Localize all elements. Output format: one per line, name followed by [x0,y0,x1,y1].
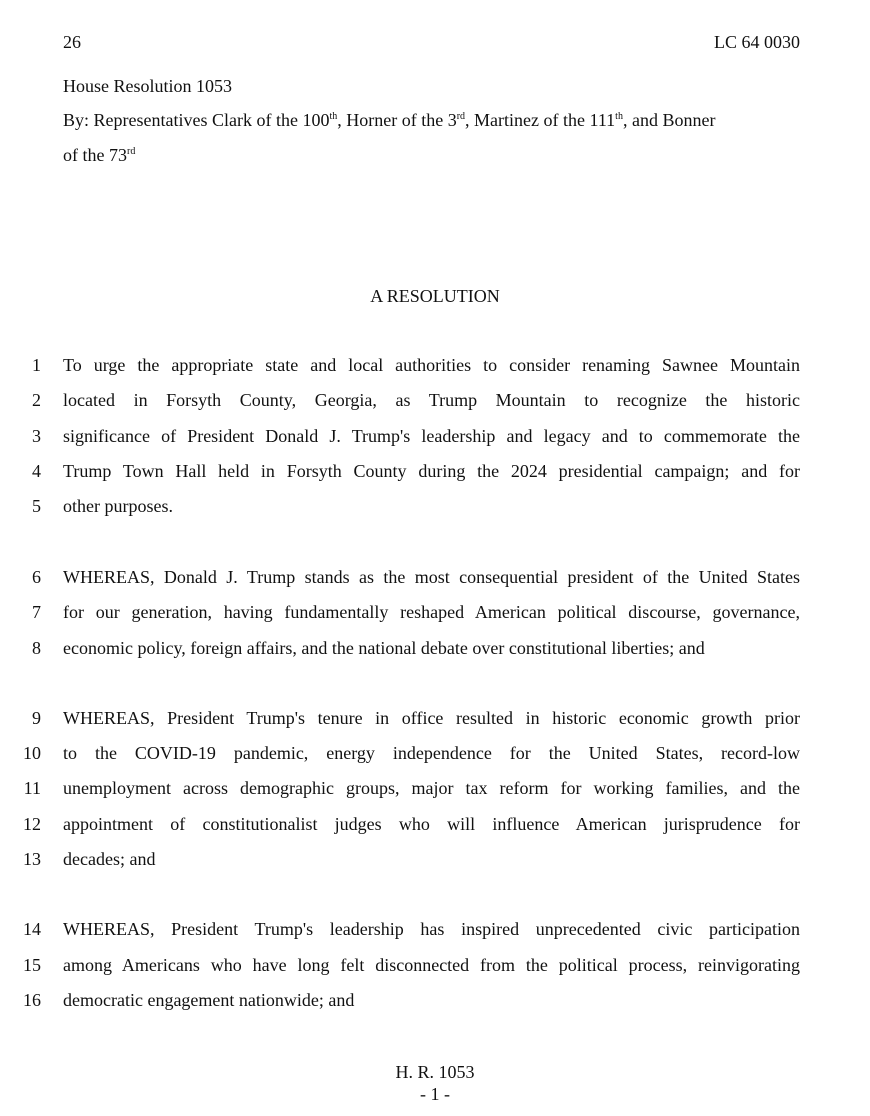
document-line [0,955,870,979]
line-number: 3 [32,426,41,446]
line-text: other purposes. [63,496,173,516]
document-line [0,355,870,379]
sponsors-line-2 [63,145,135,166]
line-text: WHEREAS, President Trump's leadership has inspired unprecedented civic participation [63,919,800,939]
document-line [0,602,870,626]
line-number: 15 [23,955,41,975]
sponsors-line-1 [63,110,715,131]
line-text: Trump Town Hall held in Forsyth County during the 2024 presidential campaign; and for [63,461,800,481]
resolution-heading: A RESOLUTION [370,286,500,306]
line-number: 2 [32,390,41,410]
footer-page-number: - 1 - [420,1084,450,1104]
ordinal-suffix: th [615,111,623,122]
document-line [0,814,870,838]
sponsor-text: , Horner of the 3 [337,110,457,130]
document-line [0,743,870,767]
resolution-title: House Resolution 1053 [63,76,232,96]
line-number: 16 [23,990,41,1010]
line-text: To urge the appropriate state and local authorities to consider renaming Sawnee Mountain [63,355,800,375]
line-text: appointment of constitutionalist judges who will influence American jurisprudence for [63,814,800,834]
sponsor-text: , Martinez of the 111 [465,110,616,130]
document-line [0,390,870,414]
line-text: WHEREAS, Donald J. Trump stands as the most consequential president of the United States [63,567,800,587]
document-line [0,919,870,943]
document-line [0,708,870,732]
line-text: to the COVID-19 pandemic, energy independence for the United States, record-low [63,743,800,763]
line-text: economic policy, foreign affairs, and the national debate over constitutional liberties; and [63,638,705,658]
line-text: WHEREAS, President Trump's tenure in office resulted in historic economic growth prior [63,708,800,728]
line-number: 12 [23,814,41,834]
line-number: 7 [32,602,41,622]
sponsor-text: of the 73 [63,145,127,165]
ordinal-suffix: rd [456,111,466,122]
line-text: among Americans who have long felt disconnected from the political process, reinvigorating [63,955,800,975]
document-line [0,849,870,873]
line-number: 6 [32,567,41,587]
document-line [0,778,870,802]
document-line [0,638,870,662]
line-number: 13 [23,849,41,869]
line-text: significance of President Donald J. Trump's leadership and legacy and to commemorate the [63,426,800,446]
ordinal-suffix: th [329,111,338,122]
document-line [0,426,870,450]
document-line [0,990,870,1014]
line-number: 11 [23,778,41,798]
lc-code: LC 64 0030 [713,32,800,52]
line-number: 14 [23,919,41,939]
line-number: 5 [32,496,41,516]
ordinal-suffix: rd [126,146,136,157]
line-number: 8 [32,638,41,658]
line-text: democratic engagement nationwide; and [63,990,355,1010]
sponsor-text: By: Representatives Clark of the 100 [63,110,330,130]
line-number: 4 [32,461,41,481]
sponsor-text: , and Bonner [622,110,716,130]
line-text: located in Forsyth County, Georgia, as Trump Mountain to recognize the historic [63,390,800,410]
footer-bill-id: H. R. 1053 [395,1062,475,1082]
page-number-top: 26 [63,32,81,52]
document-line [0,567,870,591]
document-line [0,496,870,520]
line-text: unemployment across demographic groups, major tax reform for working families, and the [63,778,800,798]
document-line [0,461,870,485]
line-number: 1 [32,355,41,375]
line-text: for our generation, having fundamentally reshaped American political discourse, governance, [63,602,800,622]
line-number: 9 [32,708,41,728]
line-number: 10 [23,743,41,763]
line-text: decades; and [63,849,156,869]
